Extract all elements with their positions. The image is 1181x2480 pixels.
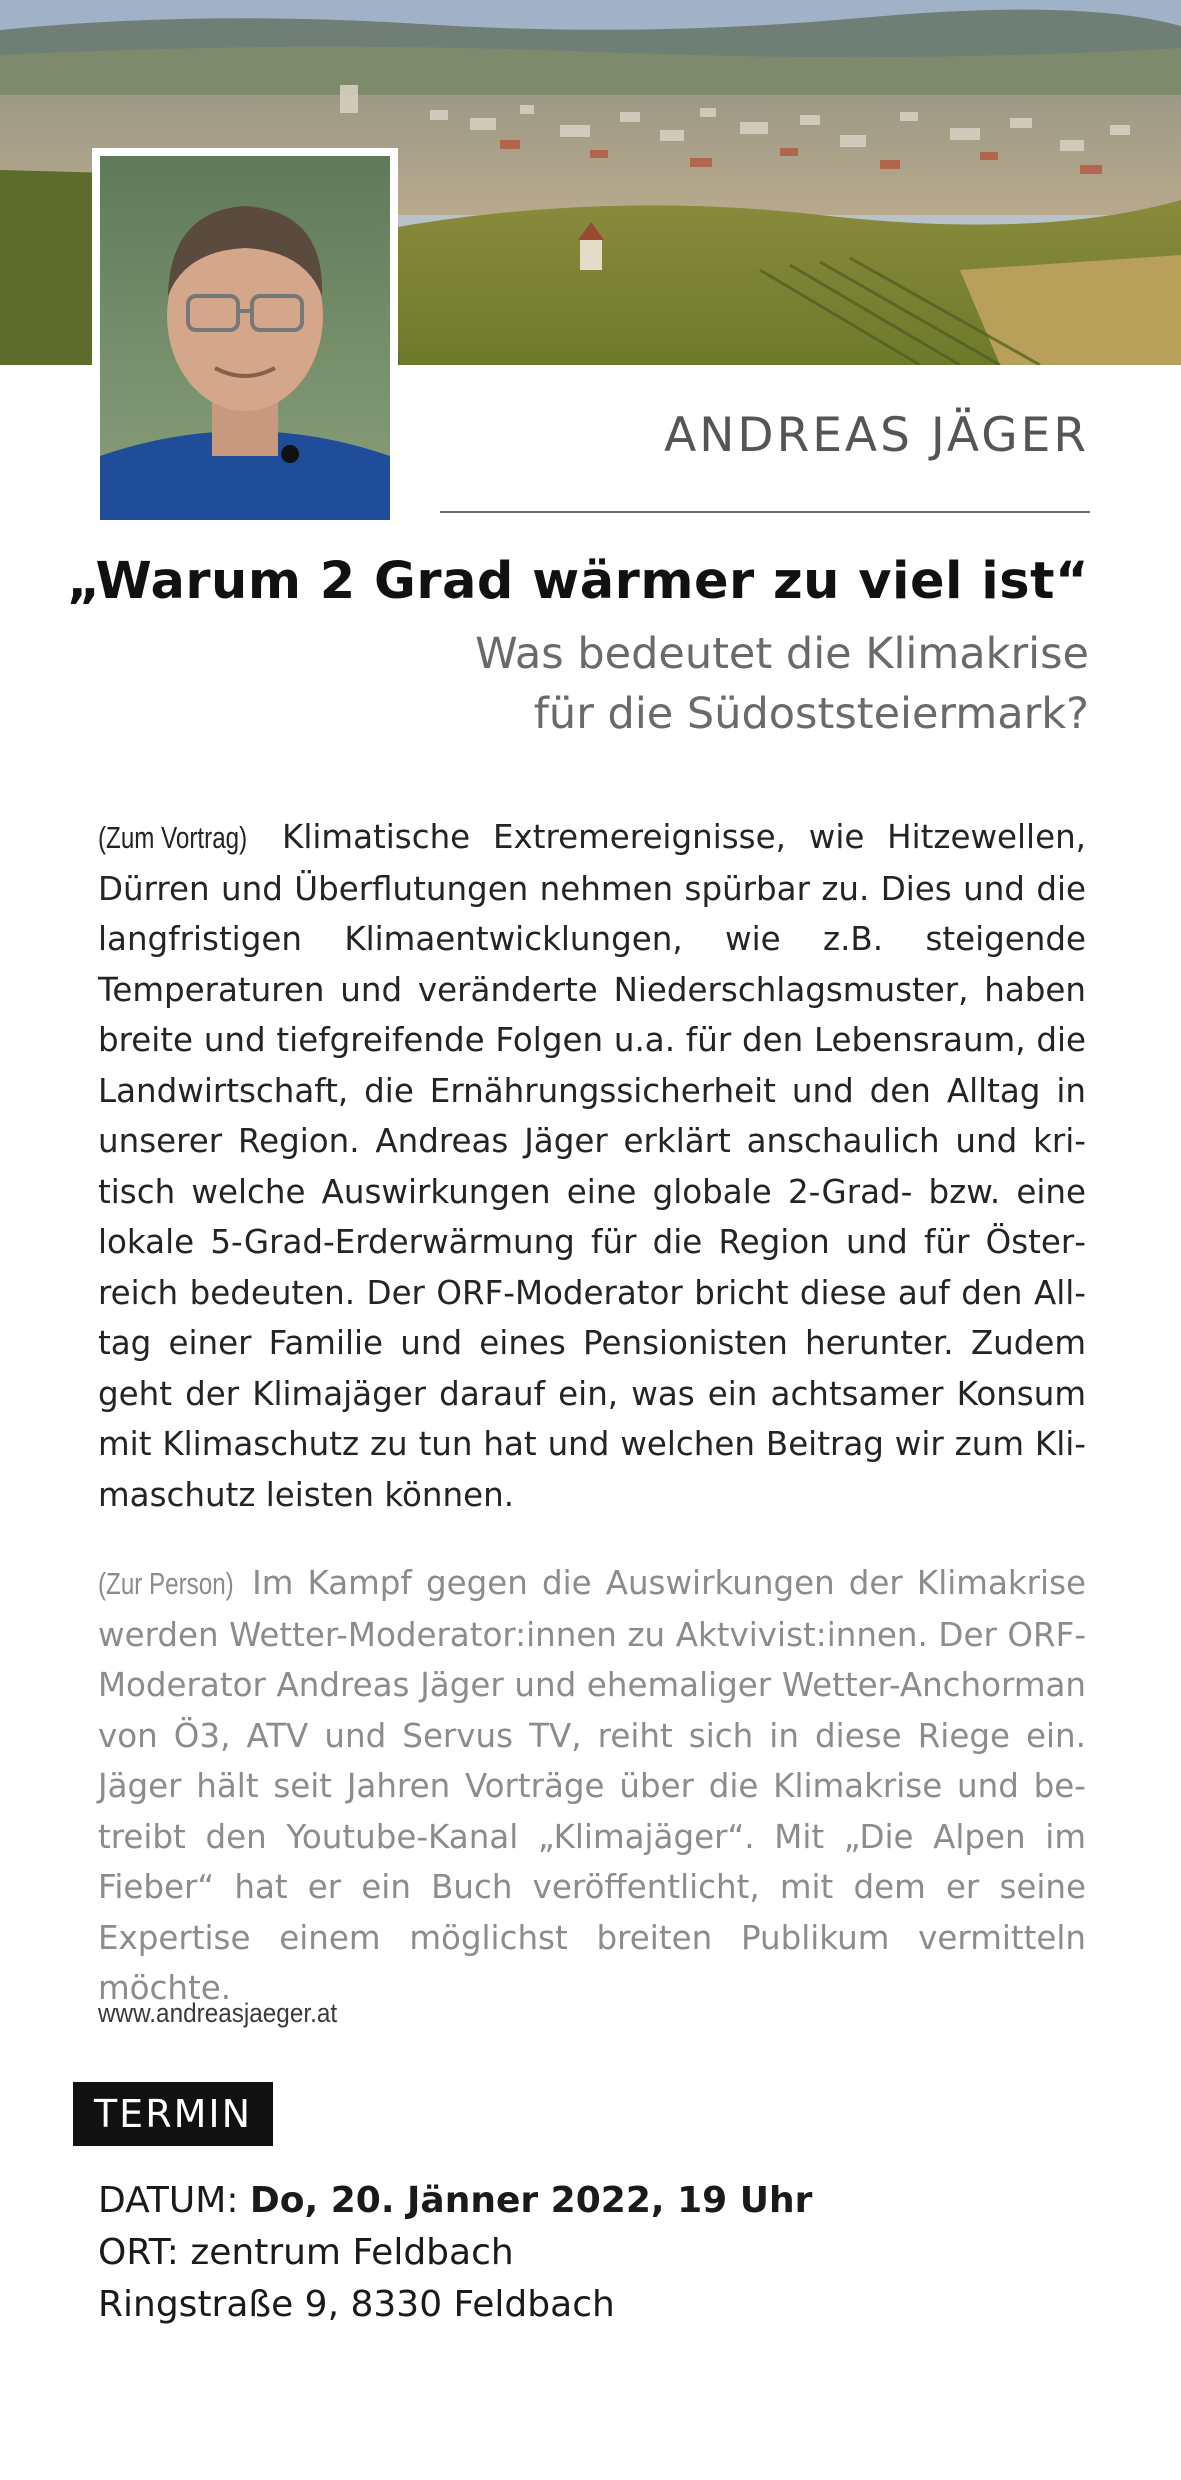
address-line: Ringstraße 9, 8330 Feldbach xyxy=(98,2284,615,2325)
bio-text: Im Kampf gegen die Auswirkungen der Klimakrise werden Wetter-Moderator:innen zu Aktvivist:innen. Der ORF-Moderator Andreas Jäger und ehemaliger Wetter-Anchorman von Ö3, ATV und Servus TV, reiht sich in diese Riege ein. Jäger hält seit Jahren Vorträge über die Klimakrise und betreibt den Youtube-Kanal „Klimajäger“. Mit „Die Alpen im Fieber“ hat er ein Buch veröffentlicht, mit dem er seine Expertise einem möglichst breiten Publikum vermitteln möchte. xyxy=(98,1564,1086,2007)
date-value: Do, 20. Jänner 2022, 19 Uhr xyxy=(249,2180,813,2221)
termin-badge: TERMIN xyxy=(73,2082,273,2146)
talk-subtitle xyxy=(269,624,1089,744)
section-tag: (Zum Vortrag) xyxy=(98,820,248,855)
talk-title: „Warum 2 Grad wärmer zu viel ist“ xyxy=(66,552,1089,611)
speaker-name: ANDREAS JÄGER xyxy=(664,408,1089,463)
place-line: ORT: zentrum Feldbach xyxy=(98,2232,514,2273)
lecture-description xyxy=(98,812,1086,1520)
divider xyxy=(440,511,1090,513)
section-tag: (Zur Person) xyxy=(98,1566,234,1601)
website-link[interactable]: www.andreasjaeger.at xyxy=(98,1998,338,2028)
lecture-text: Klimatische Extremereignisse, wie Hitzewellen, Dürren und Überflutungen nehmen spürbar zu. Dies und die langfristigen Klimaentwicklungen, wie z.B. steigende Temperaturen und veränderte Niederschlagsmuster, haben breite und tiefgreifende Folgen u.a. für den Lebensraum, die Landwirtschaft, die Ernährungssicherheit und den Alltag in unserer Region. Andreas Jäger erklärt anschaulich und kritisch welche Auswirkungen eine globale 2-Grad- bzw. eine lokale 5-Grad-Erderwärmung für die Region und für Österreich bedeuten. Der ORF-Moderator bricht diese auf den Alltag einer Familie und eines Pensionisten herunter. Zudem geht der Klimajäger darauf ein, was ein achtsamer Konsum mit Klimaschutz zu tun hat und welchen Beitrag wir zum Klimaschutz leisten können. xyxy=(98,818,1086,1514)
event-details xyxy=(98,2175,812,2331)
subtitle-line: für die Südoststeiermark? xyxy=(533,689,1089,739)
subtitle-line: Was bedeutet die Klimakrise xyxy=(475,629,1089,679)
date-line xyxy=(98,2175,812,2227)
speaker-portrait xyxy=(92,148,398,520)
date-label: DATUM: xyxy=(98,2180,250,2221)
speaker-bio xyxy=(98,1558,1086,2014)
